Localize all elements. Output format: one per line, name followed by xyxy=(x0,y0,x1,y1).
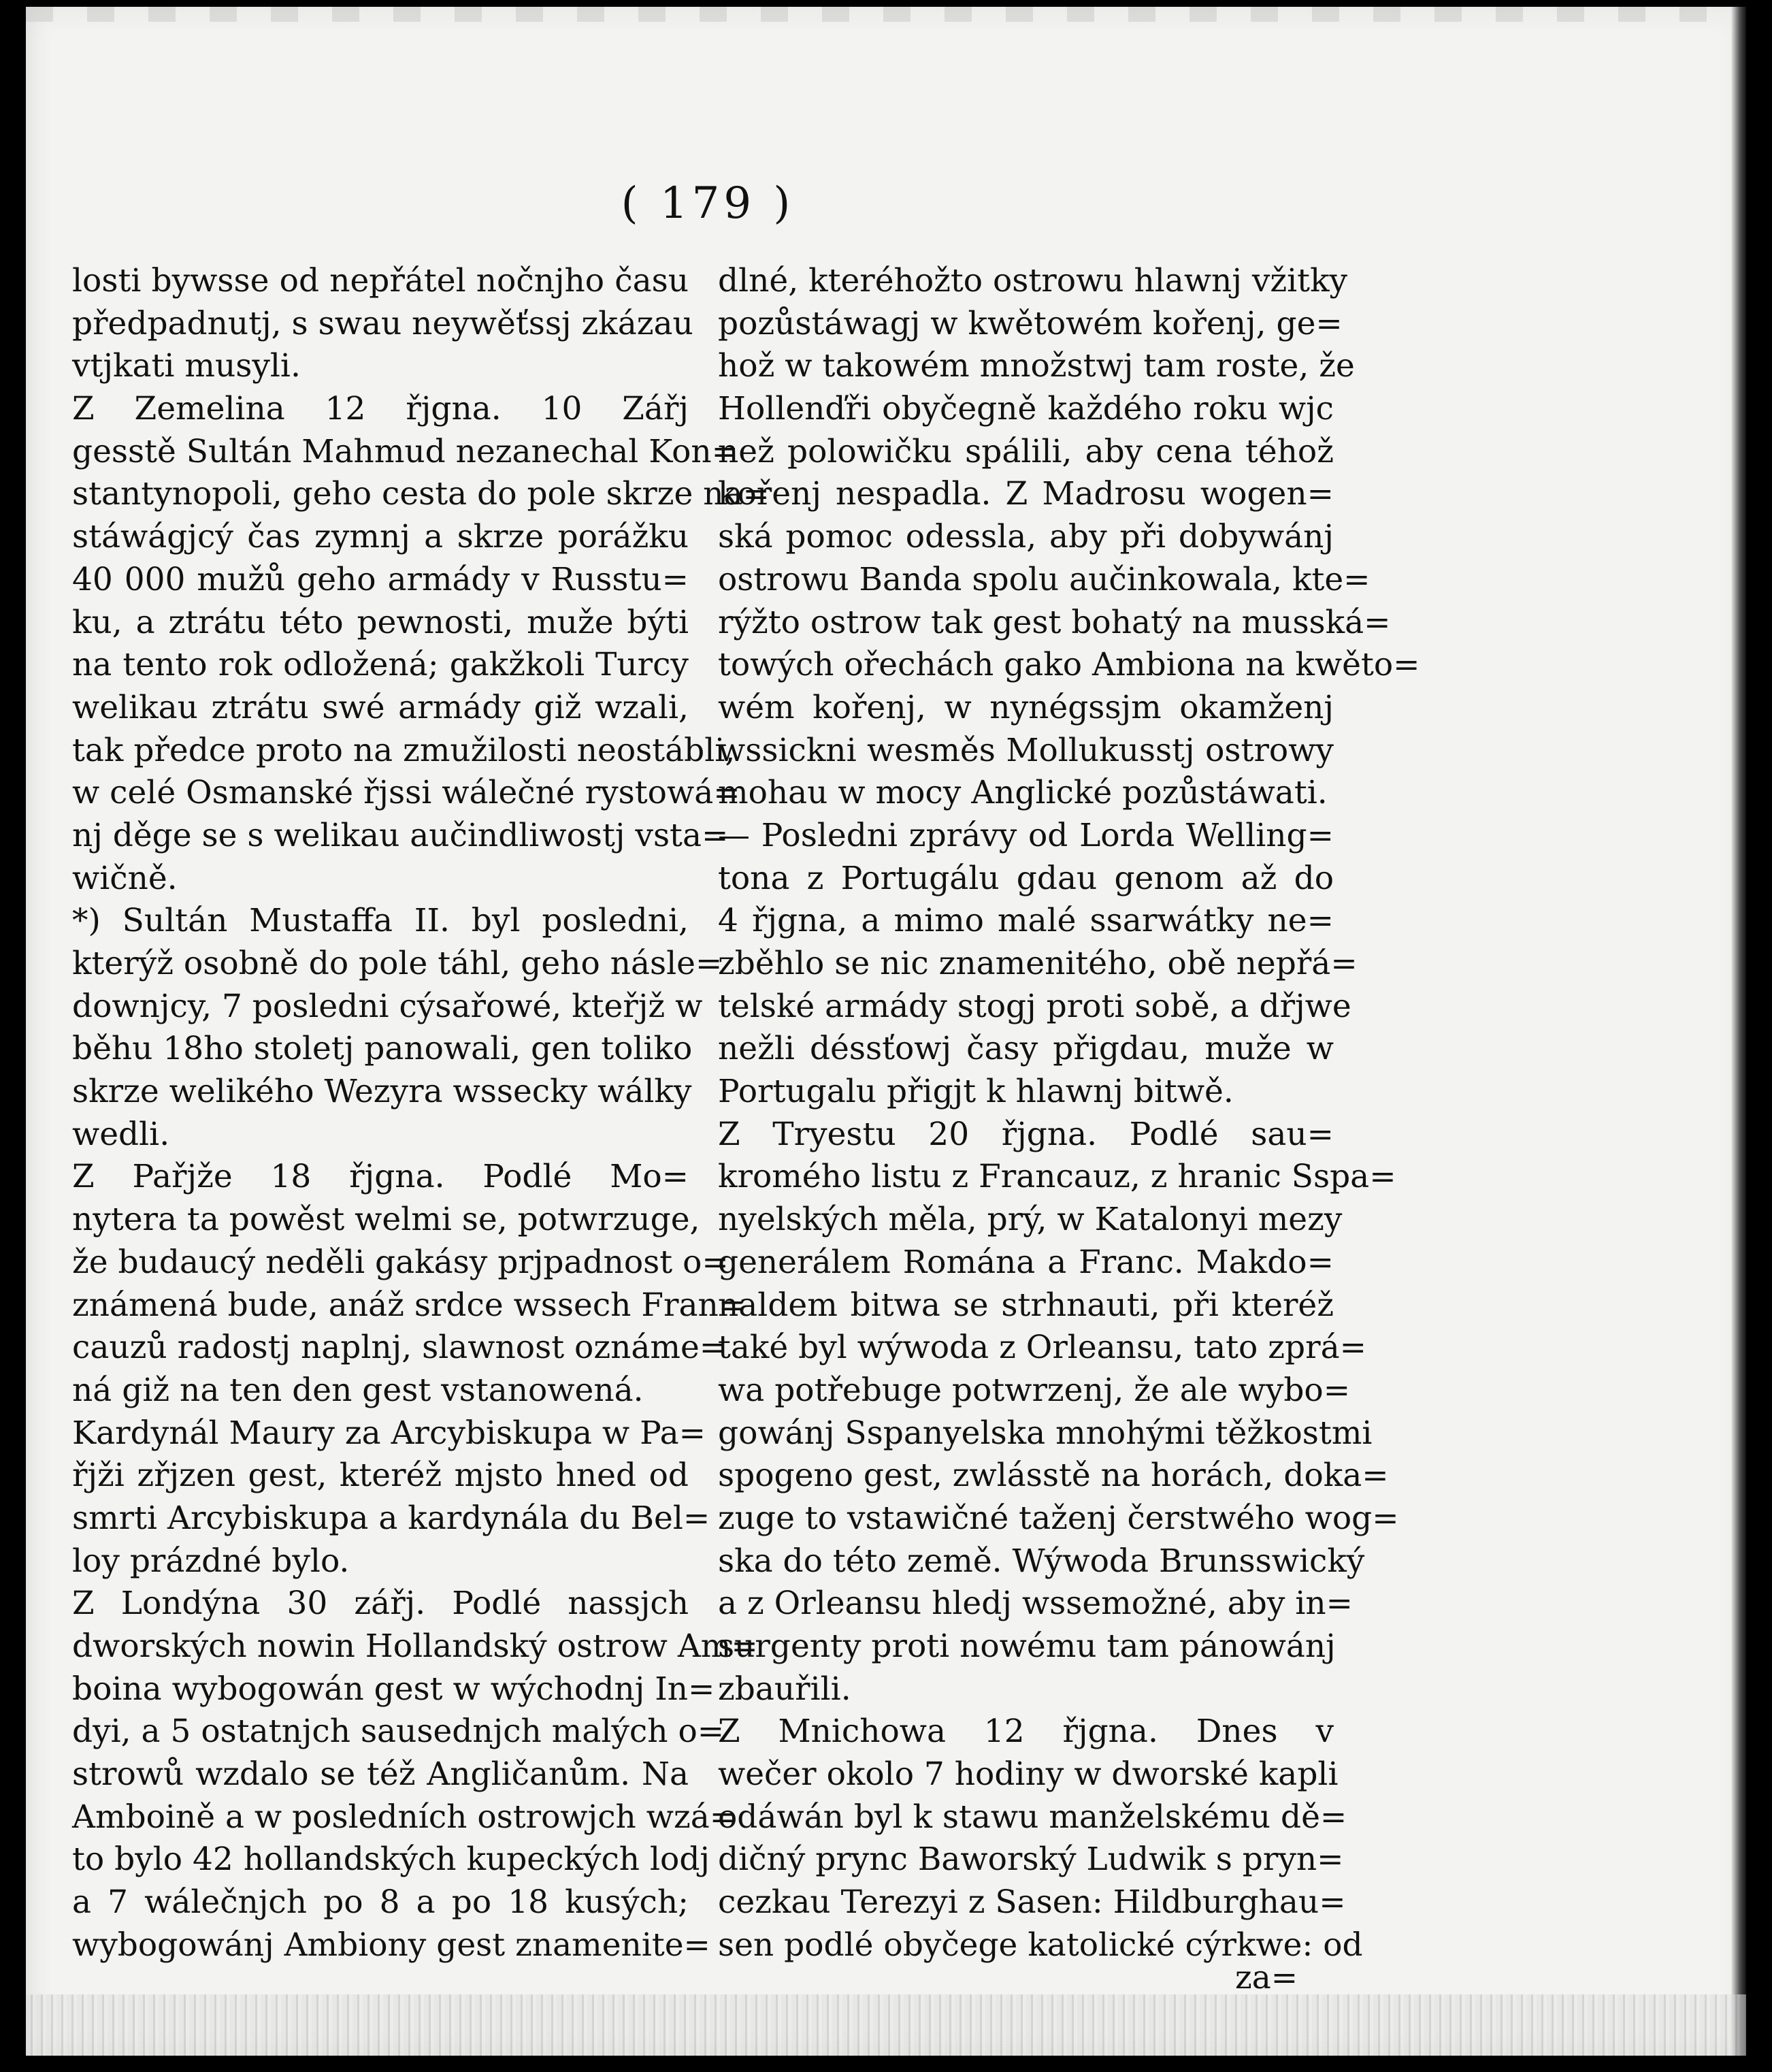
text-line: zuge to vstawičné taženj čerstwého wog= xyxy=(718,1499,1399,1537)
text-line: ná giž na ten den gest vstanowená. xyxy=(72,1371,644,1409)
text-line: dyi, a 5 ostatnjch sausednjch malých o= xyxy=(72,1713,725,1751)
text-line: stáwágjcý čas zymnj a skrze porážku xyxy=(72,518,689,556)
text-line: předpadnutj, s swau neywěťssj zkázau xyxy=(72,304,693,342)
page-right-edge xyxy=(1731,7,1746,2056)
text-line: 40 000 mužů geho armády v Russtu= xyxy=(72,560,689,598)
page-top-edge xyxy=(26,7,1746,22)
text-line: naldem bitwa se strhnauti, při kteréž xyxy=(718,1286,1334,1324)
text-line: skrze welikého Wezyra wssecky wálky xyxy=(72,1073,692,1111)
text-line: Amboině a w posledních ostrowjch wzá= xyxy=(72,1798,737,1836)
text-line: kořenj nespadla. Z Madrosu wogen= xyxy=(718,475,1334,513)
right-column xyxy=(718,260,1420,1967)
text-line: Z Pařjže 18 řjgna. Podlé Mo= xyxy=(72,1158,689,1196)
text-line: nytera ta powěst welmi se, potwrzuge, xyxy=(72,1201,700,1239)
text-line: nežli déssťowj časy přigdau, muže w xyxy=(718,1030,1334,1068)
page-bottom-edge xyxy=(26,1994,1746,2056)
text-line: downjcy, 7 posledni cýsařowé, kteřjž w xyxy=(72,987,703,1025)
text-line: wečer okolo 7 hodiny w dworské kapli xyxy=(718,1755,1339,1794)
text-line: nyelských měla, prý, w Katalonyi mezy xyxy=(718,1201,1343,1239)
text-line: kterýž osobně do pole táhl, geho násle= xyxy=(72,945,723,982)
text-line: ostrowu Banda spolu aučinkowala, kte= xyxy=(718,560,1371,598)
text-line: wa potřebuge potwrzenj, že ale wybo= xyxy=(718,1371,1351,1409)
text-line: *) Sultán Mustaffa II. byl posledni, xyxy=(72,902,689,940)
text-line: Portugalu přigjt k hlawnj bitwě. xyxy=(718,1073,1234,1111)
text-line: cezkau Terezyi z Sasen: Hildburghau= xyxy=(718,1883,1346,1922)
text-line: hož w takowém množstwj tam roste, že xyxy=(718,347,1355,385)
text-line: běhu 18ho stoletj panowali, gen toliko xyxy=(72,1030,693,1068)
text-line: Z Mnichowa 12 řjgna. Dnes v xyxy=(718,1713,1334,1751)
text-line: známená bude, anáž srdce wssech Fran= xyxy=(72,1286,746,1324)
text-line: cauzů radostj naplnj, slawnost oznáme= xyxy=(72,1329,727,1367)
text-line: na tento rok odložená; gakžkoli Turcy xyxy=(72,646,689,684)
text-line: Z Londýna 30 zářj. Podlé nassjch xyxy=(72,1585,689,1623)
text-line: vtjkati musyli. xyxy=(72,347,301,385)
text-line: mohau w mocy Anglické pozůstáwati. xyxy=(718,774,1328,812)
text-line: zbauřili. xyxy=(718,1670,851,1708)
text-line: surgenty proti nowému tam pánowánj xyxy=(718,1628,1336,1665)
text-line: losti bywsse od nepřátel nočnjho času xyxy=(72,262,689,300)
text-line: loy prázdné bylo. xyxy=(72,1542,350,1580)
text-line: strowů wzdalo se též Angličanům. Na xyxy=(72,1755,689,1794)
text-line: generálem Romána a Franc. Makdo= xyxy=(718,1243,1334,1281)
catchword: za= xyxy=(1235,1959,1298,1996)
text-line: wedli. xyxy=(72,1115,170,1153)
text-line: tak předce proto na zmužilosti neostábli, xyxy=(72,731,736,769)
text-line: dičný prync Baworský Ludwik s pryn= xyxy=(718,1841,1344,1879)
text-line: také byl wýwoda z Orleansu, tato zprá= xyxy=(718,1329,1366,1367)
text-line: 4 řjgna, a mimo malé ssarwátky ne= xyxy=(718,902,1334,940)
text-line: řjži zřjzen gest, kteréž mjsto hned od xyxy=(72,1457,689,1495)
text-line: welikau ztrátu swé armády giž wzali, xyxy=(72,688,689,726)
text-line: že budaucý neděli gakásy prjpadnost o= xyxy=(72,1243,729,1281)
text-line: a 7 wálečnjch po 8 a po 18 kusých; xyxy=(72,1883,689,1922)
text-line: ská pomoc odessla, aby při dobywánj xyxy=(718,518,1334,556)
text-line: wssickni wesměs Mollukusstj ostrowy xyxy=(718,731,1334,769)
text-line: gowánj Sspanyelska mnohými těžkostmi xyxy=(718,1414,1373,1452)
text-line: boina wybogowán gest w wýchodnj In= xyxy=(72,1670,715,1708)
text-line: odáwán byl k stawu manželskému dě= xyxy=(718,1798,1347,1836)
text-line: než polowičku spálili, aby cena téhož xyxy=(718,432,1334,470)
text-line: dlné, kteréhožto ostrowu hlawnj vžitky xyxy=(718,262,1348,300)
text-line: — Posledni zprávy od Lorda Welling= xyxy=(718,816,1334,854)
text-line: Hollenďři obyčegně každého roku wjc xyxy=(718,390,1334,428)
text-line: dworských nowin Hollandský ostrow Am= xyxy=(72,1628,758,1665)
text-line: Kardynál Maury za Arcybiskupa w Pa= xyxy=(72,1414,706,1452)
text-line: spogeno gest, zwlásstě na horách, doka= xyxy=(718,1457,1389,1495)
text-line: wičně. xyxy=(72,859,178,897)
text-line: w celé Osmanské řjssi wálečné rystowá= xyxy=(72,774,740,812)
text-line: to bylo 42 hollandských kupeckých lodj xyxy=(72,1841,710,1879)
text-line: rýžto ostrow tak gest bohatý na musská= xyxy=(718,603,1391,641)
text-line: smrti Arcybiskupa a kardynála du Bel= xyxy=(72,1499,710,1537)
text-line: kromého listu z Francauz, z hranic Sspa= xyxy=(718,1158,1396,1196)
text-line: Z Tryestu 20 řjgna. Podlé sau= xyxy=(718,1115,1334,1153)
text-line: zběhlo se nic znamenitého, obě nepřá= xyxy=(718,945,1358,982)
text-line: ku, a ztrátu této pewnosti, muže býti xyxy=(72,603,689,641)
text-line: Z Zemelina 12 řjgna. 10 Zářj xyxy=(72,390,689,428)
text-line: tona z Portugálu gdau genom až do xyxy=(718,859,1334,897)
text-line: gesstě Sultán Mahmud nezanechal Kon= xyxy=(72,432,739,470)
text-line: wybogowánj Ambiony gest znamenite= xyxy=(72,1926,710,1964)
text-line: pozůstáwagj w kwětowém kořenj, ge= xyxy=(718,304,1343,342)
left-column xyxy=(72,260,770,1967)
text-line: wém kořenj, w nynégssjm okamženj xyxy=(718,688,1334,726)
text-line: sen podlé obyčege katolické cýrkwe: od xyxy=(718,1926,1363,1964)
text-line: ska do této země. Wýwoda Brunsswický xyxy=(718,1542,1365,1580)
text-line: towých ořechách gako Ambiona na kwěto= xyxy=(718,646,1420,684)
text-line: nj děge se s welikau aučindliwostj vsta= xyxy=(72,816,729,854)
page-number: ( 179 ) xyxy=(621,178,795,229)
text-line: a z Orleansu hledj wssemožné, aby in= xyxy=(718,1585,1353,1623)
text-line: telské armády stogj proti sobě, a dřjwe xyxy=(718,987,1351,1025)
text-line: stantynopoli, geho cesta do pole skrze na= xyxy=(72,475,770,513)
